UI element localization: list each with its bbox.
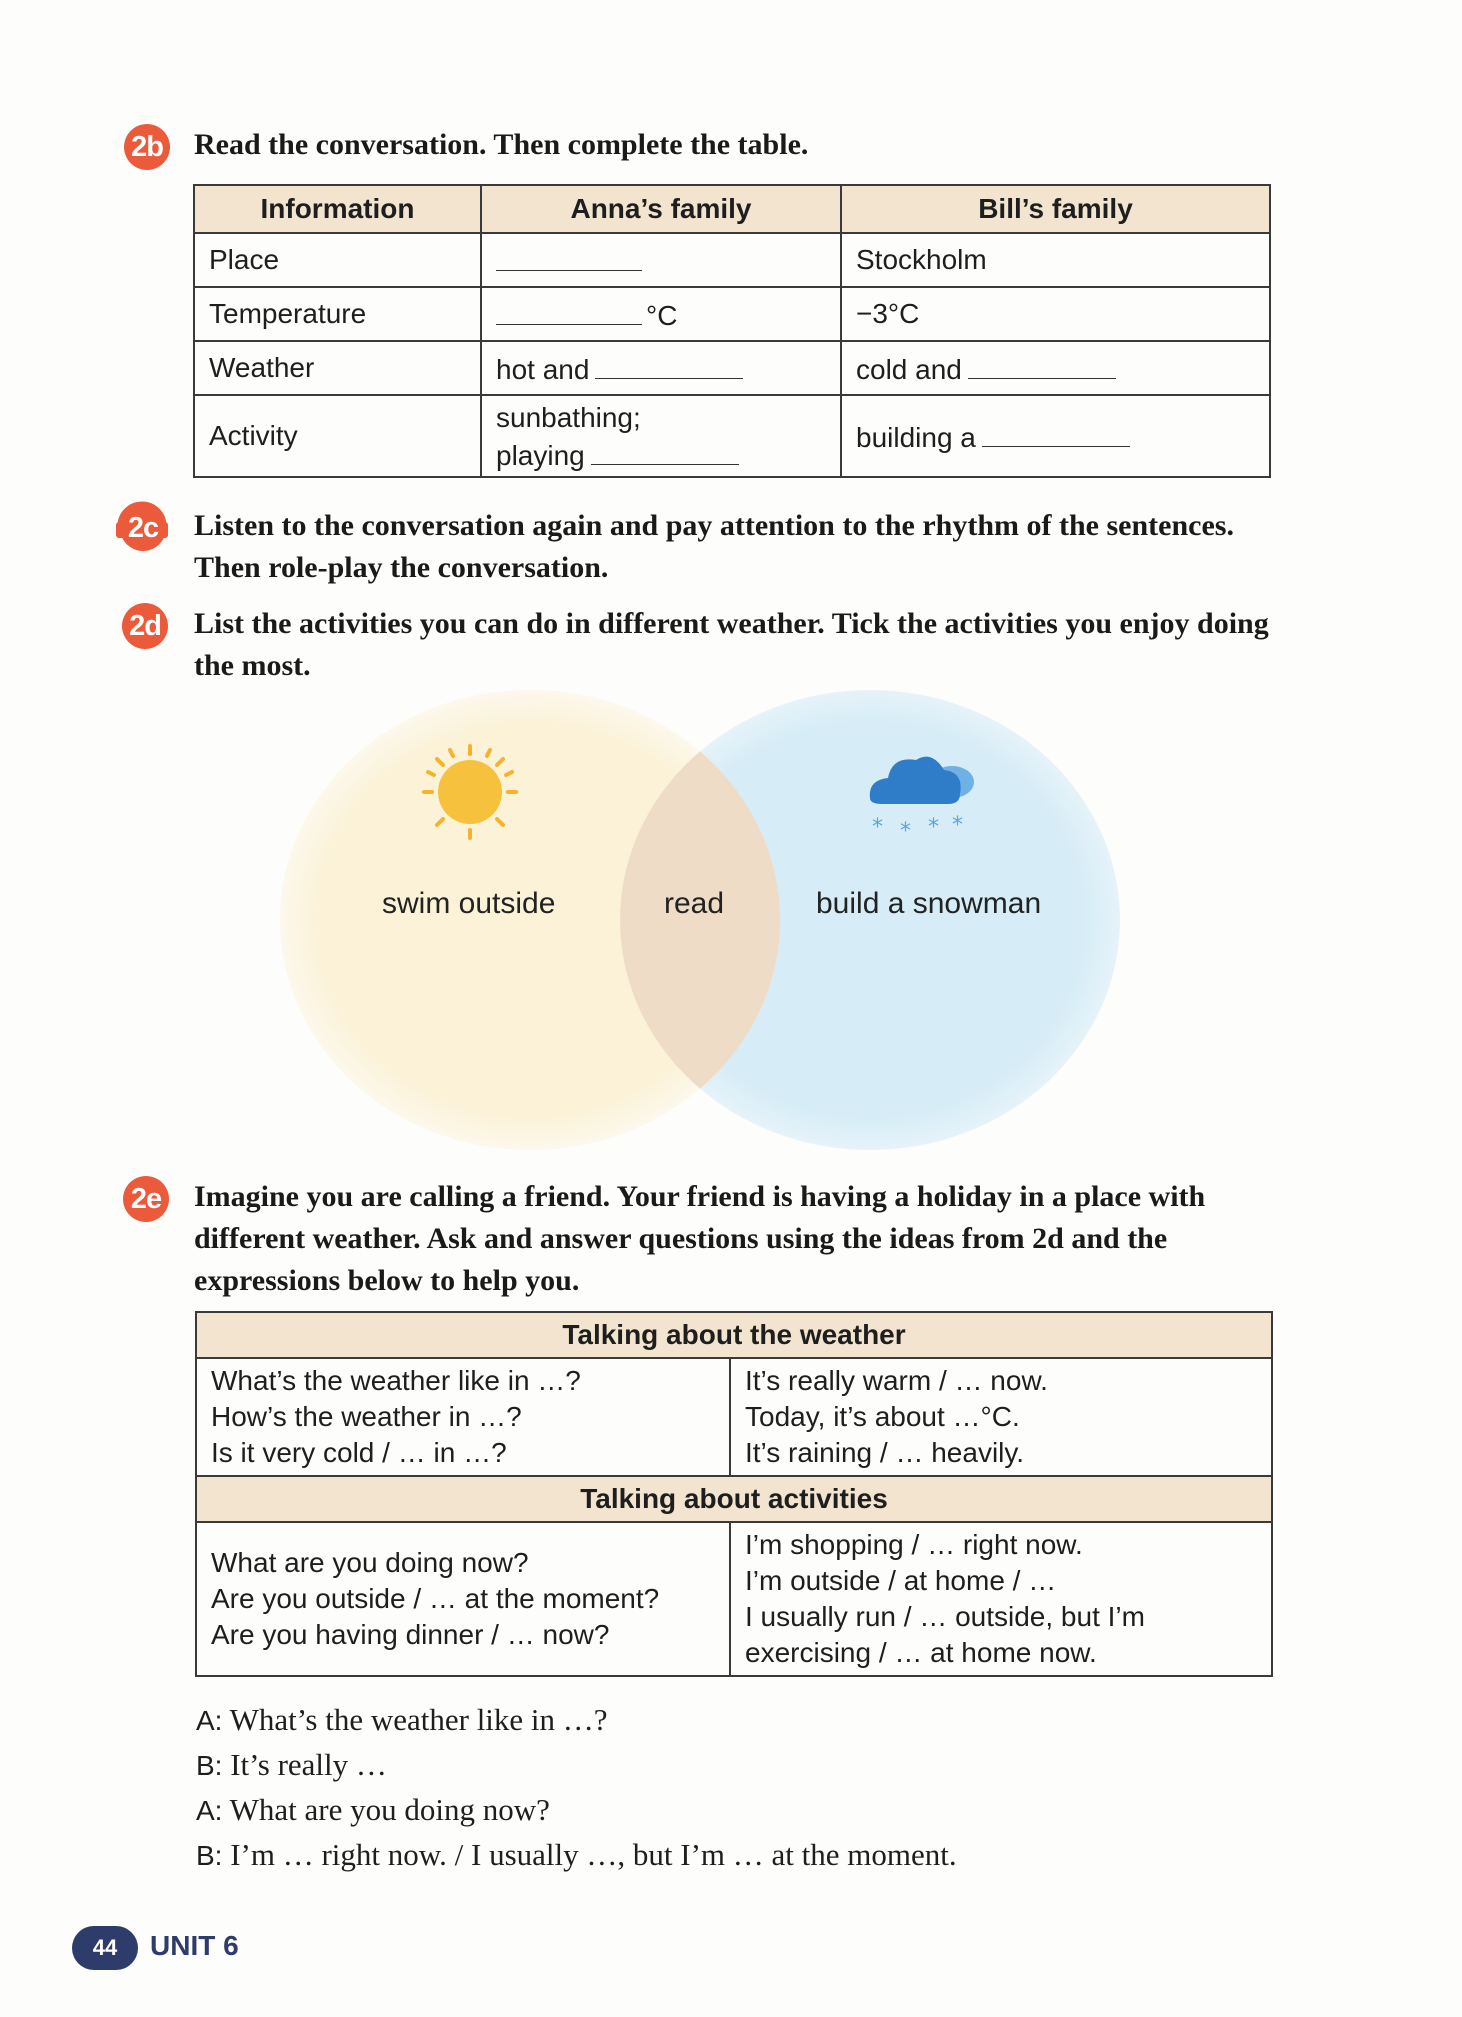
exercise-badge-2b: 2b — [124, 124, 170, 170]
answer-blank[interactable] — [496, 296, 642, 325]
table-row — [194, 233, 1270, 287]
line-text: What are you doing now? — [222, 1792, 550, 1827]
svg-text:*: * — [952, 813, 963, 838]
cell-bill — [841, 395, 1270, 477]
dialogue-line — [196, 1788, 957, 1833]
line-text: What’s the weather like in …? — [222, 1702, 608, 1737]
venn-diagram — [280, 690, 1120, 1150]
cell-anna — [481, 341, 841, 395]
line-text: I’m … right now. / I usually …, but I’m … at the moment. — [222, 1837, 957, 1872]
cell-bill: −3°C — [841, 287, 1270, 341]
table-row — [194, 395, 1270, 477]
expression: I’m outside / at home / … — [745, 1565, 1057, 1596]
header-information: Information — [194, 185, 481, 233]
header-annas-family: Anna’s family — [481, 185, 841, 233]
cell-bill: Stockholm — [841, 233, 1270, 287]
speaker: A: — [196, 1705, 223, 1736]
cell-anna — [481, 395, 841, 477]
expression: What are you doing now? — [211, 1547, 529, 1578]
cell-anna — [481, 233, 841, 287]
weather-questions — [196, 1358, 730, 1476]
speaker: B: — [196, 1750, 223, 1781]
header-talking-about-activities: Talking about activities — [196, 1476, 1272, 1522]
dialogue-line — [196, 1743, 957, 1788]
dialogue-line — [196, 1698, 957, 1743]
answer-blank[interactable] — [968, 350, 1116, 379]
cell-info: Temperature — [194, 287, 481, 341]
expression: It’s raining / … heavily. — [745, 1437, 1025, 1468]
unit-celsius: °C — [646, 300, 678, 331]
svg-text:*: * — [928, 815, 939, 840]
svg-text:*: * — [900, 819, 911, 844]
cell-info: Place — [194, 233, 481, 287]
venn-left-label: swim outside — [382, 887, 556, 920]
line-text: It’s really … — [222, 1747, 387, 1782]
sun-icon — [420, 742, 520, 842]
expression: How’s the weather in …? — [211, 1401, 522, 1432]
cell-text: hot and — [496, 354, 590, 385]
exercise-badge-2d: 2d — [122, 603, 168, 649]
instruction-2d: List the activities you can do in different weather. Tick the activities you enjoy doing the most. — [194, 607, 1269, 682]
page-number: 44 — [72, 1926, 138, 1970]
instruction-2b: Read the conversation. Then complete the table. — [194, 128, 809, 161]
cell-bill — [841, 341, 1270, 395]
instruction-2e: Imagine you are calling a friend. Your friend is having a holiday in a place with different weather. Ask and answer questions using the ideas from 2d and the expressions below to help you. — [194, 1180, 1206, 1297]
cell-info: Weather — [194, 341, 481, 395]
instruction-2c: Listen to the conversation again and pay attention to the rhythm of the sentences. Then role-play the conversation. — [194, 509, 1234, 584]
table-row — [194, 287, 1270, 341]
speaker: B: — [196, 1840, 223, 1871]
expressions-table — [195, 1311, 1273, 1677]
info-table — [193, 184, 1271, 478]
cell-info: Activity — [194, 395, 481, 477]
expression: Are you outside / … at the moment? — [211, 1583, 660, 1614]
expression: Is it very cold / … in …? — [211, 1437, 507, 1468]
expression: I usually run / … outside, but I’m — [745, 1601, 1145, 1632]
answer-blank[interactable] — [982, 418, 1130, 447]
answer-blank[interactable] — [591, 436, 739, 465]
answer-blank[interactable] — [496, 242, 642, 271]
table-row — [194, 341, 1270, 395]
cell-text: building a — [856, 422, 976, 453]
header-bills-family: Bill’s family — [841, 185, 1270, 233]
sample-dialogue — [196, 1698, 957, 1878]
expression: What’s the weather like in …? — [211, 1365, 581, 1396]
speaker: A: — [196, 1795, 223, 1826]
unit-label: UNIT 6 — [150, 1930, 239, 1961]
activity-questions — [196, 1522, 730, 1676]
cell-text: cold and — [856, 354, 962, 385]
dialogue-line — [196, 1833, 957, 1878]
cell-text: playing — [496, 439, 585, 471]
answer-blank[interactable] — [595, 350, 743, 379]
activity-answers — [730, 1522, 1272, 1676]
expression: Are you having dinner / … now? — [211, 1619, 610, 1650]
header-talking-about-weather: Talking about the weather — [196, 1312, 1272, 1358]
expression: I’m shopping / … right now. — [745, 1529, 1083, 1560]
svg-text:*: * — [872, 815, 883, 840]
exercise-badge-2e: 2e — [123, 1176, 169, 1222]
cell-anna — [481, 287, 841, 341]
weather-answers — [730, 1358, 1272, 1476]
venn-right-label: build a snowman — [816, 887, 1042, 920]
expression: It’s really warm / … now. — [745, 1365, 1048, 1396]
exercise-badge-2c: 2c — [120, 505, 166, 551]
venn-middle-label: read — [664, 887, 725, 920]
snow-cloud-icon — [860, 746, 990, 846]
expression: exercising / … at home now. — [745, 1637, 1097, 1668]
expression: Today, it’s about …°C. — [745, 1401, 1020, 1432]
cell-text: sunbathing; — [496, 401, 641, 433]
